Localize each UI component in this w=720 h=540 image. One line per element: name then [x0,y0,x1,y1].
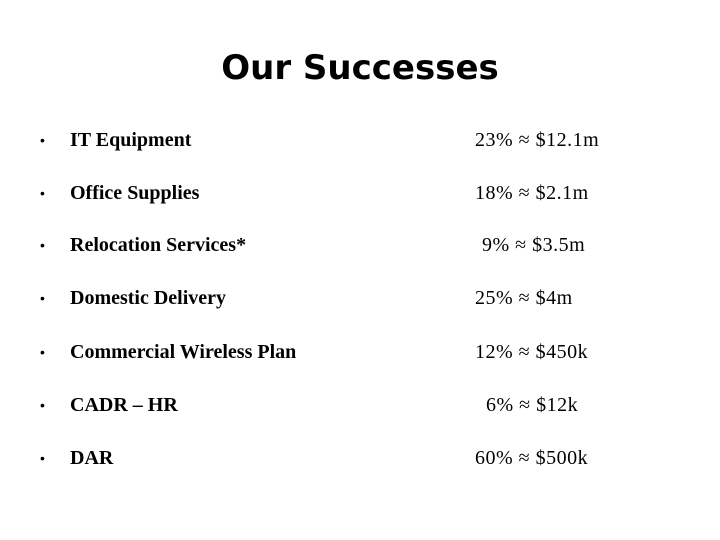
list-item-relocation-services [0,230,720,260]
list-item-it-equipment [0,125,720,155]
item-value: 18% ≈ $2.1m [475,182,589,204]
item-label: DAR [70,447,114,469]
item-label: CADR – HR [70,394,178,416]
bullet-icon: • [40,237,45,253]
bullet-icon: • [40,132,45,148]
item-value: 6% ≈ $12k [486,394,579,416]
bullet-icon: • [40,290,45,306]
bullet-icon: • [40,344,45,360]
item-value: 9% ≈ $3.5m [482,234,586,256]
list-item-cadr-hr [0,390,720,420]
item-value: 60% ≈ $500k [475,447,589,469]
bullet-icon: • [40,450,45,466]
item-value: 23% ≈ $12.1m [475,129,600,151]
list-item-dar [0,443,720,473]
item-label: Relocation Services* [70,234,247,256]
list-item-office-supplies [0,178,720,208]
item-value: 25% ≈ $4m [475,287,573,309]
slide-title: Our Successes [221,48,499,88]
list-item-domestic-delivery [0,283,720,313]
item-label: Commercial Wireless Plan [70,341,297,363]
item-value: 12% ≈ $450k [475,341,589,363]
list-item-commercial-wireless-plan [0,337,720,367]
item-label: IT Equipment [70,129,192,151]
bullet-icon: • [40,397,45,413]
item-label: Domestic Delivery [70,287,227,309]
item-label: Office Supplies [70,182,200,204]
bullet-icon: • [40,185,45,201]
